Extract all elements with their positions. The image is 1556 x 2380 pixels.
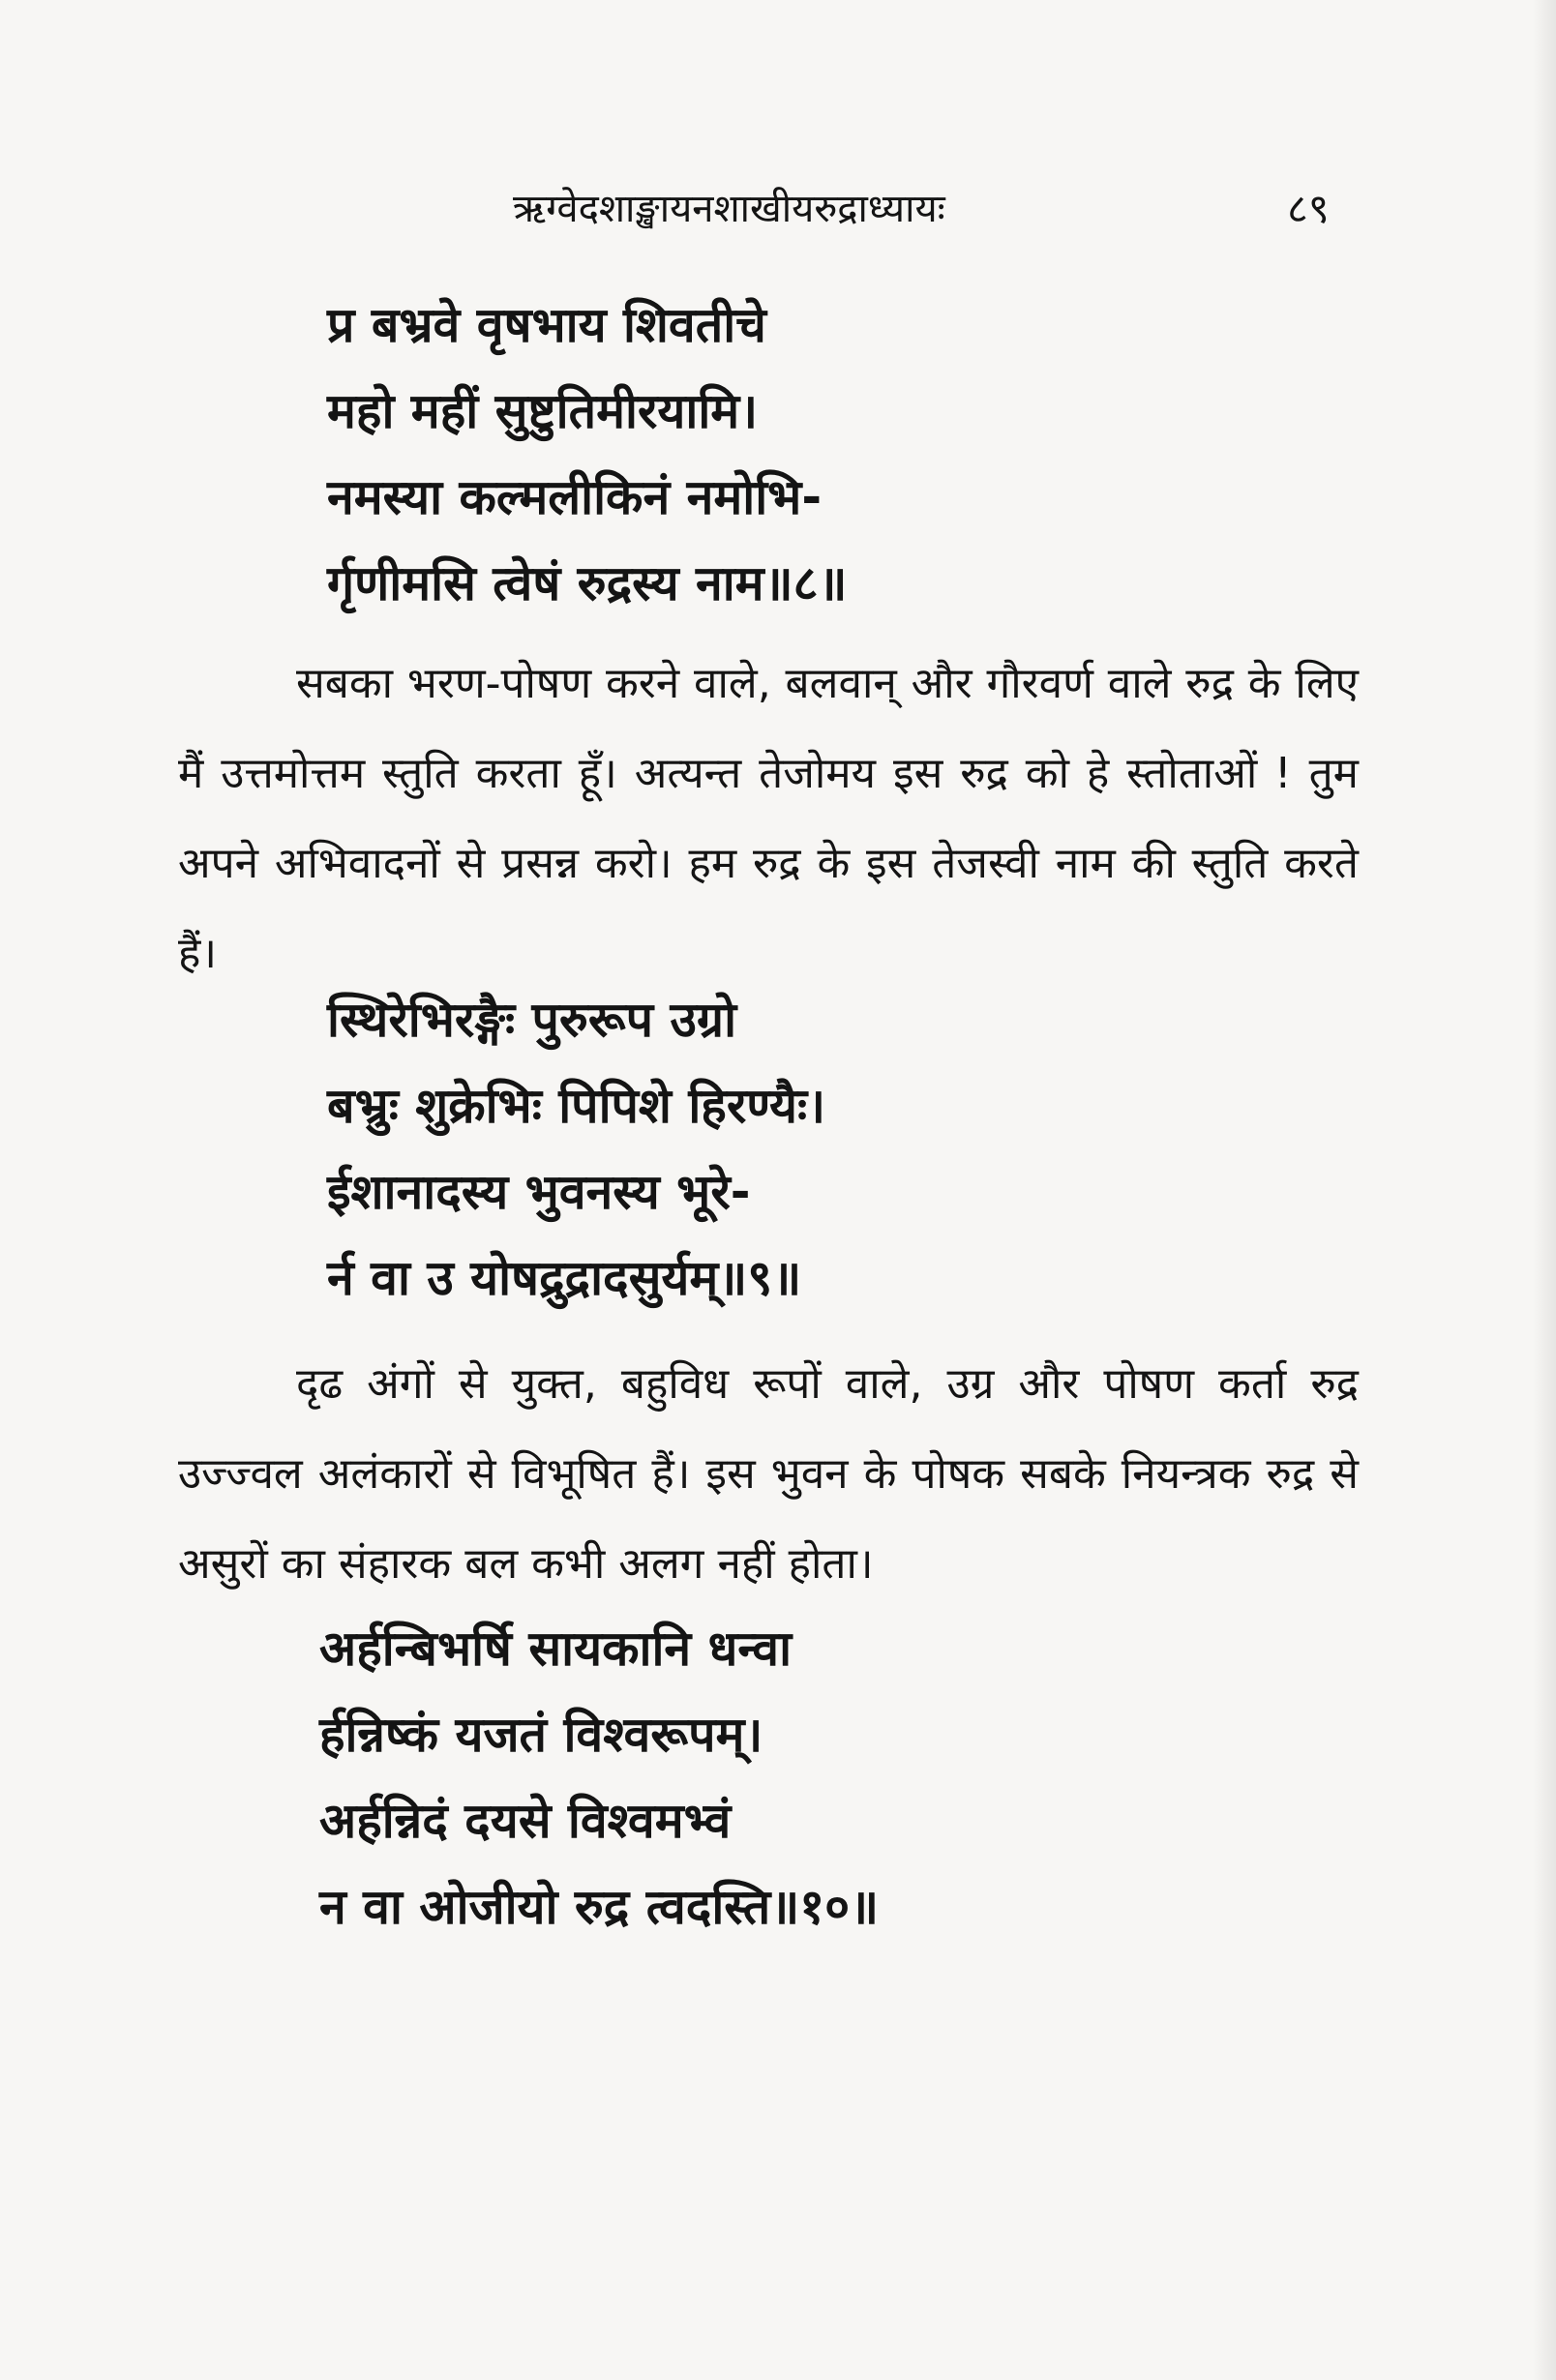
page-header-title: ऋग्वेदशाङ्खायनशाखीयरुद्राध्यायः	[513, 187, 945, 231]
translation-paragraph: दृढ अंगों से युक्त, बहुविध रूपों वाले, उग्र और पोषण कर्ता रुद्र उज्ज्वल अलंकारों से विभूषित हैं। इस भुवन के पोषक सबके नियन्त्रक रुद्र से असुरों का संहारक बल कभी अलग नहीं होता।	[178, 1359, 1359, 1589]
verse-line: नमस्या कल्मलीकिनं नमोभि-	[327, 469, 823, 525]
translation-9	[178, 1339, 1359, 1609]
page-edge-shadow	[1533, 0, 1556, 2380]
translation-paragraph: सबका भरण-पोषण करने वाले, बलवान् और गौरवर्ण वाले रुद्र के लिए मैं उत्तमोत्तम स्तुति करता हूँ। अत्यन्त तेजोमय इस रुद्र को हे स्तोताओं ! तुम अपने अभिवादनों से प्रसन्न करो। हम रुद्र के इस तेजस्वी नाम की स्तुति करते हैं।	[178, 659, 1359, 978]
verse-line: र्हन्निष्कं यजतं विश्वरूपम्।	[319, 1707, 763, 1763]
verse-line: र्न वा उ योषद्रुद्रादसुर्यम्॥९॥	[327, 1250, 802, 1306]
verse-line: अर्हन्निदं दयसे विश्वमभ्वं	[319, 1793, 732, 1849]
verse-line: प्र बभ्रवे वृषभाय शिवतीचे	[327, 297, 766, 353]
verse-line: अर्हन्बिभर्षि सायकानि धन्वा	[319, 1621, 793, 1677]
verse-line: र्गृणीमसि त्वेषं रुद्रस्य नाम॥८॥	[327, 555, 848, 611]
verse-line: स्थिरेभिरङ्गैः पुरुरूप उग्रो	[327, 992, 737, 1048]
verse-line: न वा ओजीयो रुद्र त्वदस्ति॥१०॥	[319, 1879, 880, 1935]
verse-line: ईशानादस्य भुवनस्य भूरे-	[327, 1164, 751, 1220]
verse-line: बभ्रुः शुक्रेभिः पिपिशे हिरण्यैः।	[327, 1078, 826, 1134]
verse-9	[327, 977, 825, 1322]
verse-line: महो महीं सुष्टुतिमीरयामि।	[327, 383, 759, 439]
verse-10	[319, 1606, 879, 1950]
translation-8	[178, 639, 1359, 998]
verse-8	[327, 283, 847, 627]
page-number: ८९	[1287, 185, 1330, 232]
